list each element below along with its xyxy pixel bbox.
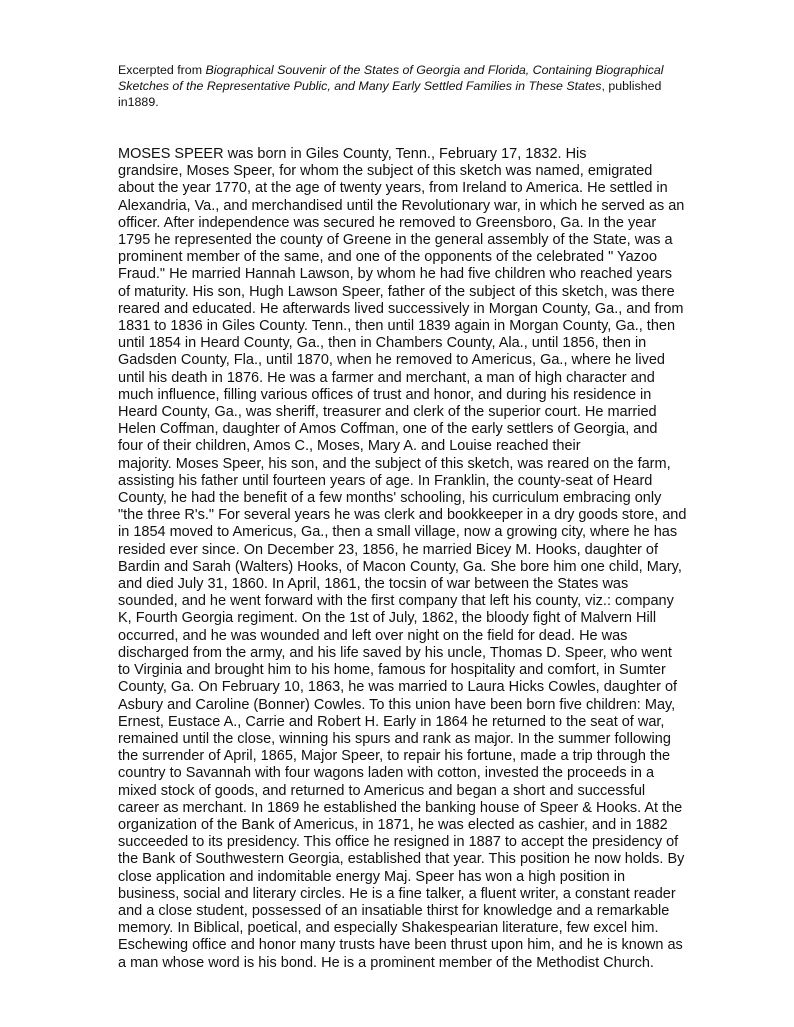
biography-line: organization of the Bank of Americus, in 1871, he was elected as cashier, and in 1882 — [118, 816, 668, 833]
source-suffix: , published in1889. — [118, 79, 662, 109]
biography-line: the surrender of April, 1865, Major Speer, to repair his fortune, made a trip through the — [118, 748, 671, 765]
biography-line: career as merchant. In 1869 he established the banking house of Speer & Hooks. At the — [118, 799, 683, 816]
biography-line: and a close student, possessed of an insatiable thirst for knowledge and a remarkable — [118, 902, 670, 919]
biography-line: grandsire, Moses Speer, for whom the subject of this sketch was named, emigrated — [118, 163, 653, 180]
biography-line: reared and educated. He afterwards lived successively in Morgan County, Ga., and from — [118, 300, 684, 317]
biography-line: and died July 31, 1860. In April, 1861, the tocsin of war between the States was — [118, 576, 629, 593]
biography-line: memory. In Biblical, poetical, and especially Shakespearian literature, few excel him. — [118, 920, 659, 937]
biography-body — [118, 146, 694, 972]
biography-line: "the three R's." For several years he was clerk and bookkeeper in a dry goods store, and — [118, 507, 687, 524]
biography-line: the Bank of Southwestern Georgia, established that year. This position he now holds. By — [118, 851, 685, 868]
biography-line: a man whose word is his bond. He is a prominent member of the Methodist Church. — [118, 954, 654, 971]
biography-line: Alexandria, Va., and merchandised until the Revolutionary war, in which he served as an — [118, 197, 685, 214]
biography-line: succeeded to its presidency. This office he resigned in 1887 to accept the presidency of — [118, 834, 679, 851]
biography-line: Bardin and Sarah (Walters) Hooks, of Macon County, Ga. She bore him one child, Mary, — [118, 558, 682, 575]
biography-line: country to Savannah with four wagons laden with cotton, invested the proceeds in a — [118, 765, 655, 782]
biography-line: discharged from the army, and his life saved by his uncle, Thomas D. Speer, who went — [118, 644, 672, 661]
biography-line: until 1854 in Heard County, Ga., then in Chambers County, Ala., until 1856, then in — [118, 335, 647, 352]
document-page — [118, 62, 687, 972]
biography-line: Ernest, Eustace A., Carrie and Robert H. Early in 1864 he returned to the seat of war, — [118, 713, 665, 730]
biography-line: until his death in 1876. He was a farmer and merchant, a man of high character and — [118, 369, 655, 386]
biography-line: Heard County, Ga., was sheriff, treasurer and clerk of the superior court. He married — [118, 404, 657, 421]
biography-line: officer. After independence was secured he removed to Greensboro, Ga. In the year — [118, 214, 657, 231]
biography-line: occurred, and he was wounded and left over night on the field for dead. He was — [118, 627, 628, 644]
biography-line: Asbury and Caroline (Bonner) Cowles. To this union have been born five children: May, — [118, 696, 676, 713]
biography-line: four of their children, Amos C., Moses, Mary A. and Louise reached their — [118, 438, 581, 455]
source-prefix: Excerpted from — [118, 63, 206, 77]
biography-line: sounded, and he went forward with the first company that left his county, viz.: company — [118, 593, 674, 610]
biography-line: Helen Coffman, daughter of Amos Coffman, one of the early settlers of Georgia, and — [118, 421, 658, 438]
biography-line: assisting his father until fourteen years of age. In Franklin, the county-seat of Heard — [118, 472, 653, 489]
biography-line: to Virginia and brought him to his home, famous for hospitality and comfort, in Sumter — [118, 662, 666, 679]
biography-line: resided ever since. On December 23, 1856, he married Bicey M. Hooks, daughter of — [118, 541, 658, 558]
biography-line: Gadsden County, Fla., until 1870, when he removed to Americus, Ga., where he lived — [118, 352, 665, 369]
biography-line: K, Fourth Georgia regiment. On the 1st of July, 1862, the bloody fight of Malvern Hill — [118, 610, 657, 627]
biography-line: remained until the close, winning his spurs and rank as major. In the summer following — [118, 730, 671, 747]
biography-line: County, Ga. On February 10, 1863, he was married to Laura Hicks Cowles, daughter of — [118, 679, 678, 696]
biography-line: prominent member of the same, and one of the opponents of the celebrated " Yazoo — [118, 249, 658, 266]
biography-line: 1795 he represented the county of Greene in the general assembly of the State, was a — [118, 232, 673, 249]
biography-line: much influence, filling various offices of trust and honor, and during his residence in — [118, 386, 652, 403]
biography-line: in 1854 moved to Americus, Ga., then a small village, now a growing city, where he has — [118, 524, 678, 541]
biography-line: of maturity. His son, Hugh Lawson Speer, father of the subject of this sketch, was there — [118, 283, 675, 300]
biography-line: 1831 to 1836 in Giles County. Tenn., then until 1839 again in Morgan County, Ga., then — [118, 318, 676, 335]
biography-line: close application and indomitable energy Maj. Speer has won a high position in — [118, 868, 626, 885]
source-attribution — [118, 62, 678, 110]
biography-line: Eschewing office and honor many trusts have been thrust upon him, and he is known as — [118, 937, 683, 954]
biography-line: Fraud." He married Hannah Lawson, by whom he had five children who reached years — [118, 266, 673, 283]
biography-line: MOSES SPEER was born in Giles County, Tenn., February 17, 1832. His — [118, 146, 587, 162]
biography-line: County, he had the benefit of a few months' schooling, his curriculum embracing only — [118, 490, 662, 507]
biography-line: business, social and literary circles. He is a fine talker, a fluent writer, a constant reader — [118, 885, 676, 902]
book-title: Biographical Souvenir of the States of Georgia and Florida, Containing Biographical Sketches of the Representative Public, and Many Early Settled Families in These States — [118, 63, 664, 93]
biography-line: mixed stock of goods, and returned to Americus and began a short and successful — [118, 782, 646, 799]
biography-line: majority. Moses Speer, his son, and the subject of this sketch, was reared on the farm, — [118, 455, 671, 472]
biography-line: about the year 1770, at the age of twenty years, from Ireland to America. He settled in — [118, 180, 668, 197]
